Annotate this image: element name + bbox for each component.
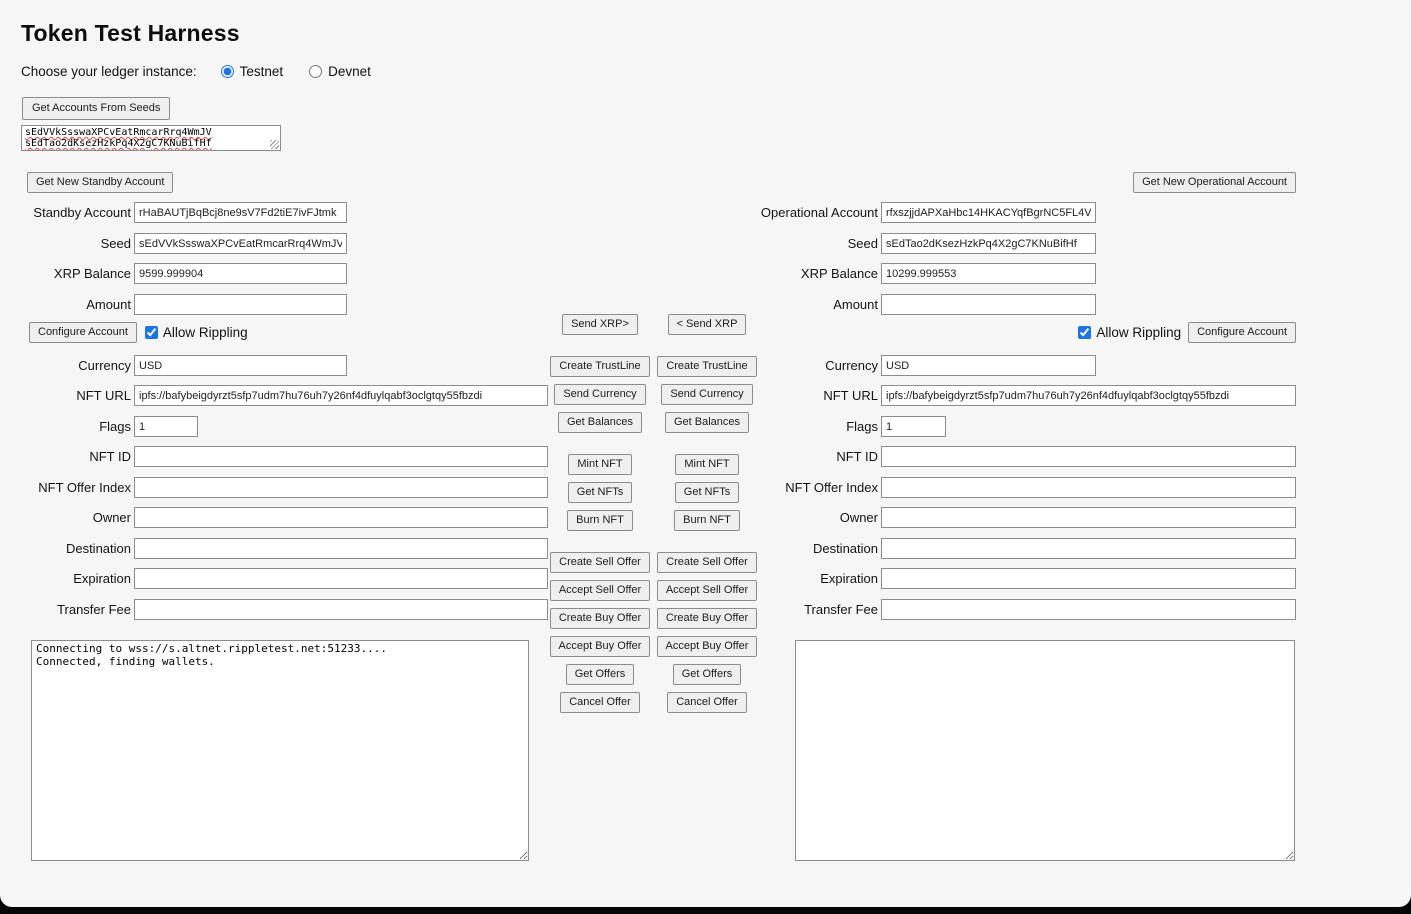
seeds-textarea[interactable] xyxy=(21,125,281,151)
standby-mint-nft-button[interactable]: Mint NFT xyxy=(568,454,631,475)
standby-configure-row xyxy=(29,322,248,343)
standby-expiration-input[interactable] xyxy=(134,568,548,589)
ledger-option-testnet[interactable] xyxy=(221,64,284,79)
get-accounts-from-seeds-button[interactable]: Get Accounts From Seeds xyxy=(22,97,170,120)
standby-transfer-fee-label: Transfer Fee xyxy=(57,602,131,617)
operational-destination-label: Destination xyxy=(812,541,878,556)
standby-create-trustline-button[interactable]: Create TrustLine xyxy=(550,356,649,377)
operational-send-xrp-button[interactable]: < Send XRP xyxy=(668,314,747,335)
standby-account-row xyxy=(0,202,347,223)
operational-xrp-balance-row xyxy=(747,263,1096,284)
ledger-option-devnet[interactable] xyxy=(309,64,371,79)
page-title: Token Test Harness xyxy=(21,20,240,46)
standby-nft-url-row xyxy=(0,385,548,406)
operational-create-trustline-button[interactable]: Create TrustLine xyxy=(657,356,756,377)
standby-xrp-balance-input[interactable] xyxy=(134,263,347,284)
operational-nft-offer-index-row xyxy=(747,477,1296,498)
operational-configure-row xyxy=(1078,322,1296,343)
standby-create-buy-offer-button[interactable]: Create Buy Offer xyxy=(550,608,650,629)
operational-get-offers-button[interactable]: Get Offers xyxy=(673,664,742,685)
standby-amount-input[interactable] xyxy=(134,294,347,315)
operational-currency-label: Currency xyxy=(825,358,878,373)
bottom-bar xyxy=(0,907,1411,914)
get-new-operational-account-button[interactable]: Get New Operational Account xyxy=(1133,172,1296,193)
standby-flags-label: Flags xyxy=(99,419,131,434)
operational-mint-nft-button[interactable]: Mint NFT xyxy=(675,454,738,475)
operational-currency-input[interactable] xyxy=(881,355,1096,376)
operational-xrp-balance-input[interactable] xyxy=(881,263,1096,284)
resize-handle-icon xyxy=(270,140,279,149)
operational-owner-row xyxy=(747,507,1296,528)
devnet-label: Devnet xyxy=(328,64,371,79)
operational-nft-id-input[interactable] xyxy=(881,446,1296,467)
standby-accept-sell-offer-button[interactable]: Accept Sell Offer xyxy=(550,580,650,601)
operational-create-buy-offer-button[interactable]: Create Buy Offer xyxy=(657,608,757,629)
standby-xrp-balance-label: XRP Balance xyxy=(53,266,131,281)
standby-get-offers-button[interactable]: Get Offers xyxy=(566,664,635,685)
operational-results-textarea[interactable] xyxy=(795,640,1295,861)
standby-seed-row xyxy=(0,233,347,254)
operational-allow-rippling[interactable] xyxy=(1078,325,1181,340)
ledger-instance-label: Choose your ledger instance: xyxy=(21,64,197,79)
testnet-radio[interactable] xyxy=(221,65,234,78)
operational-cancel-offer-button[interactable]: Cancel Offer xyxy=(667,692,747,713)
operational-send-currency-button[interactable]: Send Currency xyxy=(661,384,752,405)
standby-seed-input[interactable] xyxy=(134,233,347,254)
operational-transfer-fee-label: Transfer Fee xyxy=(804,602,878,617)
standby-send-xrp-button[interactable]: Send XRP> xyxy=(562,314,638,335)
operational-amount-label: Amount xyxy=(833,297,878,312)
standby-currency-row xyxy=(0,355,347,376)
operational-flags-input[interactable] xyxy=(881,416,946,437)
operational-amount-row xyxy=(747,294,1096,315)
standby-expiration-label: Expiration xyxy=(73,571,131,586)
operational-accept-sell-offer-button[interactable]: Accept Sell Offer xyxy=(657,580,757,601)
operational-nft-url-row xyxy=(747,385,1296,406)
operational-flags-row xyxy=(747,416,946,437)
operational-seed-label: Seed xyxy=(847,236,878,251)
operational-get-nfts-button[interactable]: Get NFTs xyxy=(675,482,739,503)
operational-expiration-row xyxy=(747,568,1296,589)
standby-account-label: Standby Account xyxy=(33,205,131,220)
standby-destination-label: Destination xyxy=(65,541,131,556)
operational-seed-row xyxy=(747,233,1096,254)
operational-destination-row xyxy=(747,538,1296,559)
standby-owner-input[interactable] xyxy=(134,507,548,528)
operational-allow-rippling-checkbox[interactable] xyxy=(1078,326,1091,339)
standby-nft-offer-index-input[interactable] xyxy=(134,477,548,498)
operational-seed-input[interactable] xyxy=(881,233,1096,254)
testnet-label: Testnet xyxy=(239,64,284,79)
operational-create-sell-offer-button[interactable]: Create Sell Offer xyxy=(657,552,757,573)
standby-nft-url-input[interactable] xyxy=(134,385,548,406)
operational-nft-offer-index-input[interactable] xyxy=(881,477,1296,498)
standby-nft-url-label: NFT URL xyxy=(76,388,131,403)
operational-transfer-fee-input[interactable] xyxy=(881,599,1296,620)
standby-create-sell-offer-button[interactable]: Create Sell Offer xyxy=(550,552,650,573)
standby-get-balances-button[interactable]: Get Balances xyxy=(558,412,642,433)
operational-account-label: Operational Account xyxy=(760,205,878,220)
standby-allow-rippling-checkbox[interactable] xyxy=(145,326,158,339)
operational-get-balances-button[interactable]: Get Balances xyxy=(665,412,749,433)
operational-xrp-balance-label: XRP Balance xyxy=(800,266,878,281)
operational-owner-input[interactable] xyxy=(881,507,1296,528)
operational-nft-offer-index-label: NFT Offer Index xyxy=(785,480,878,495)
operational-flags-label: Flags xyxy=(846,419,878,434)
standby-get-nfts-button[interactable]: Get NFTs xyxy=(568,482,632,503)
standby-nft-offer-index-label: NFT Offer Index xyxy=(38,480,131,495)
seed-line-2: sEdTao2dKsezHzkPq4X2gC7KNuBifHf xyxy=(25,138,212,149)
operational-nft-id-label: NFT ID xyxy=(836,449,878,464)
operational-amount-input[interactable] xyxy=(881,294,1096,315)
operational-transfer-fee-row xyxy=(747,599,1296,620)
ledger-instance-row xyxy=(21,64,397,79)
standby-nft-id-label: NFT ID xyxy=(89,449,131,464)
standby-currency-input[interactable] xyxy=(134,355,347,376)
operational-currency-row xyxy=(747,355,1096,376)
standby-nft-id-input[interactable] xyxy=(134,446,548,467)
operational-allow-rippling-text: Allow Rippling xyxy=(1096,325,1182,340)
operational-burn-nft-button[interactable]: Burn NFT xyxy=(674,510,740,531)
standby-xrp-balance-row xyxy=(0,263,347,284)
standby-flags-row xyxy=(0,416,198,437)
standby-burn-nft-button[interactable]: Burn NFT xyxy=(567,510,633,531)
standby-currency-label: Currency xyxy=(78,358,131,373)
operational-expiration-label: Expiration xyxy=(820,571,878,586)
operational-nft-url-label: NFT URL xyxy=(823,388,878,403)
standby-transfer-fee-row xyxy=(0,599,548,620)
standby-seed-label: Seed xyxy=(100,236,131,251)
standby-accept-buy-offer-button[interactable]: Accept Buy Offer xyxy=(550,636,651,657)
operational-nft-id-row xyxy=(747,446,1296,467)
standby-configure-account-button[interactable]: Configure Account xyxy=(29,322,137,343)
standby-flags-input[interactable] xyxy=(134,416,198,437)
standby-account-input[interactable] xyxy=(134,202,347,223)
standby-amount-row xyxy=(0,294,347,315)
operational-account-row xyxy=(747,202,1096,223)
seed-line-1: sEdVVkSsswaXPCvEatRmcarRrq4WmJV xyxy=(25,127,212,138)
get-new-standby-account-button[interactable]: Get New Standby Account xyxy=(27,172,173,193)
standby-amount-label: Amount xyxy=(86,297,131,312)
operational-accept-buy-offer-button[interactable]: Accept Buy Offer xyxy=(657,636,758,657)
standby-cancel-offer-button[interactable]: Cancel Offer xyxy=(560,692,640,713)
standby-send-currency-button[interactable]: Send Currency xyxy=(554,384,645,405)
standby-owner-row xyxy=(0,507,548,528)
standby-nft-offer-index-row xyxy=(0,477,548,498)
standby-results-textarea[interactable] xyxy=(31,640,529,861)
standby-transfer-fee-input[interactable] xyxy=(134,599,548,620)
operational-expiration-input[interactable] xyxy=(881,568,1296,589)
standby-allow-rippling-text: Allow Rippling xyxy=(162,325,248,340)
standby-nft-id-row xyxy=(0,446,548,467)
operational-account-input[interactable] xyxy=(881,202,1096,223)
standby-destination-row xyxy=(0,538,548,559)
standby-destination-input[interactable] xyxy=(134,538,548,559)
standby-allow-rippling[interactable] xyxy=(145,325,248,340)
standby-owner-label: Owner xyxy=(92,510,131,525)
operational-nft-url-input[interactable] xyxy=(881,385,1296,406)
devnet-radio[interactable] xyxy=(309,65,322,78)
standby-expiration-row xyxy=(0,568,548,589)
operational-owner-label: Owner xyxy=(839,510,878,525)
operational-configure-account-button[interactable]: Configure Account xyxy=(1188,322,1296,343)
operational-destination-input[interactable] xyxy=(881,538,1296,559)
